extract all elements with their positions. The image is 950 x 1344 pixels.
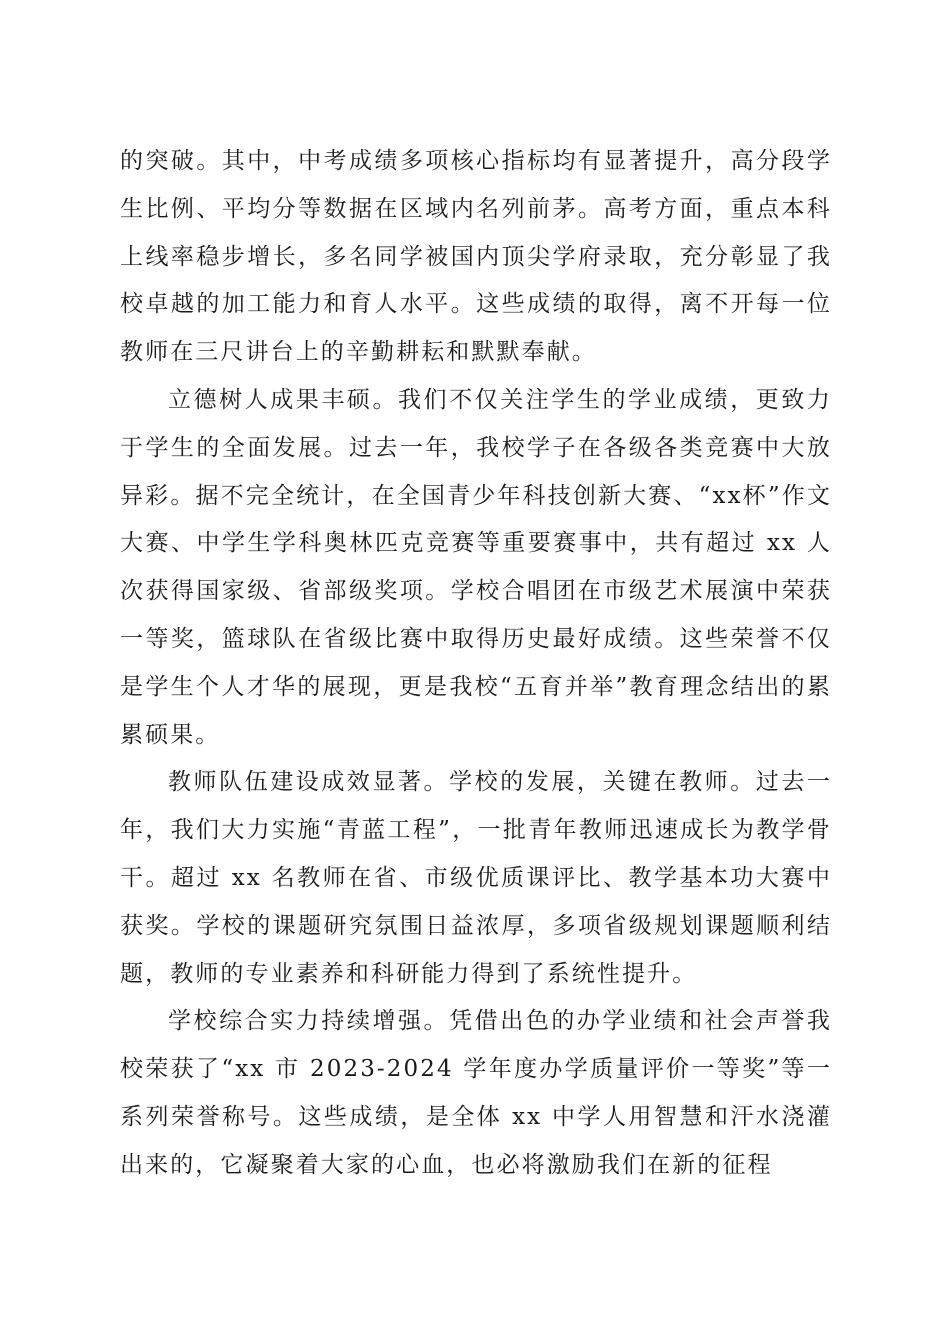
paragraph-school-strength: 学校综合实力持续增强。凭借出色的办学业绩和社会声誉我校荣获了“xx 市 2023-2024 学年度办学质量评价一等奖”等一系列荣誉称号。这些成绩，是全体 xx 中学人用智慧和汗水浇灌出来的，它凝聚着大家的心血，也必将激励我们在新的征程 [120,1008,832,1178]
document-body [120,138,832,1190]
paragraph-moral-education: 立德树人成果丰硕。我们不仅关注学生的学业成绩，更致力于学生的全面发展。过去一年，我校学子在各级各类竞赛中大放异彩。据不完全统计，在全国青少年科技创新大赛、“xx杯”作文大赛、中学生学科奥林匹克竞赛等重要赛事中，共有超过 xx 人次获得国家级、省部级奖项。学校合唱团在市级艺术展演中荣获一等奖，篮球队在省级比赛中取得历史最好成绩。这些荣誉不仅是学生个人才华的展现，更是我校“五育并举”教育理念结出的累累硕果。 [120,386,832,748]
paragraph-teacher-team: 教师队伍建设成效显著。学校的发展，关键在教师。过去一年，我们大力实施“青蓝工程”，一批青年教师迅速成长为教学骨干。超过 xx 名教师在省、市级优质课评比、教学基本功大赛中获奖。学校的课题研究氛围日益浓厚，多项省级规划课题顺利结题，教师的专业素养和科研能力得到了系统性提升。 [120,769,832,987]
paragraph-continuation: 的突破。其中，中考成绩多项核心指标均有显著提升，高分段学生比例、平均分等数据在区域内名列前茅。高考方面，重点本科上线率稳步增长，多名同学被国内顶尖学府录取，充分彰显了我校卓越的加工能力和育人水平。这些成绩的取得，离不开每一位教师在三尺讲台上的辛勤耕耘和默默奉献。 [120,148,832,366]
